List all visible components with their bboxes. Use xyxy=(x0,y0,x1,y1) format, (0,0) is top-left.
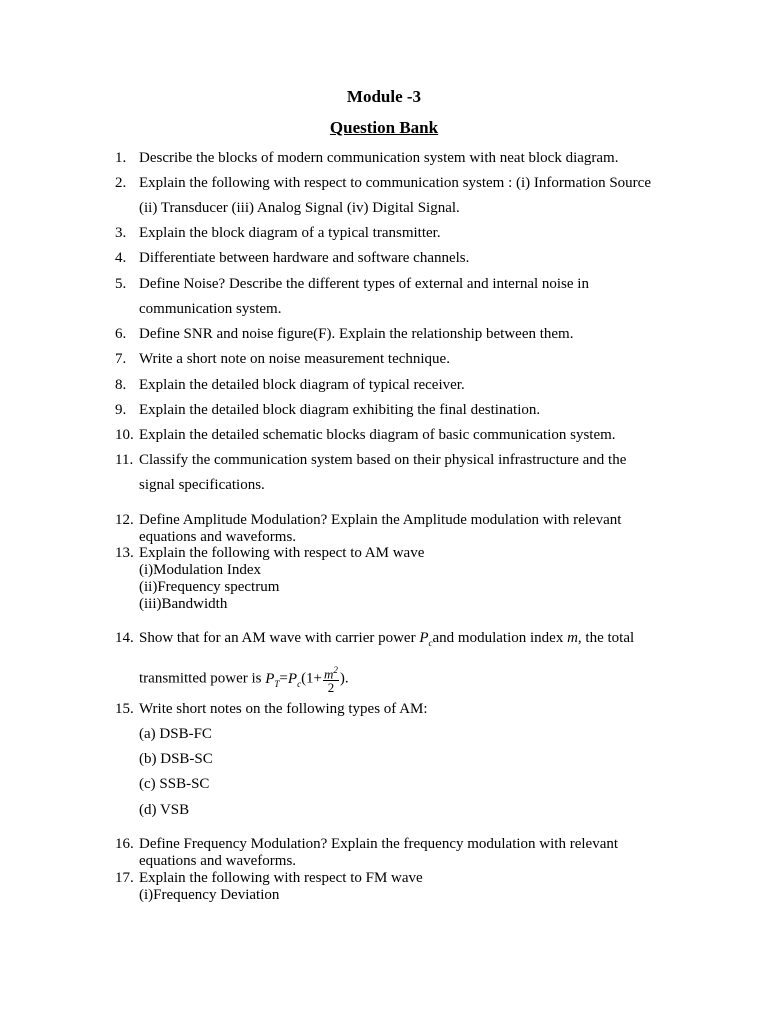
question-text: Explain the detailed block diagram exhibiting the final destination. xyxy=(139,402,541,418)
math-paren-open: (1+ xyxy=(301,670,323,687)
question-number: 14. xyxy=(115,630,134,646)
question-text-part: Show that for an AM wave with carrier power xyxy=(139,630,420,646)
question-number: 8. xyxy=(115,377,127,393)
question-text-part: transmitted power is xyxy=(139,670,266,687)
question-number: 2. xyxy=(115,175,127,191)
math-equals: = xyxy=(279,670,288,687)
question-text: Explain the following with respect to FM wave xyxy=(139,870,423,886)
math-subscript: c xyxy=(297,678,302,689)
question-number: 3. xyxy=(115,225,127,241)
math-superscript: 2 xyxy=(333,665,338,675)
question-text: Define Amplitude Modulation? Explain the Amplitude modulation with relevant xyxy=(139,512,622,528)
question-number: 17. xyxy=(115,870,134,886)
question-number: 15. xyxy=(115,701,134,717)
question-number: 16. xyxy=(115,836,134,852)
question-number: 11. xyxy=(115,452,134,468)
question-text xyxy=(139,630,634,652)
question-number: 12. xyxy=(115,512,134,528)
question-text: Explain the detailed schematic blocks diagram of basic communication system. xyxy=(139,427,616,443)
question-text: Classify the communication system based on their physical infrastructure and the xyxy=(139,452,627,468)
question-subitem: (d) VSB xyxy=(139,802,190,818)
question-text: Define SNR and noise figure(F). Explain the relationship between them. xyxy=(139,326,574,342)
question-number: 7. xyxy=(115,351,127,367)
question-text: communication system. xyxy=(139,301,282,317)
question-text: Describe the blocks of modern communication system with neat block diagram. xyxy=(139,150,619,166)
question-text: Define Noise? Describe the different types of external and internal noise in xyxy=(139,276,589,292)
math-carrier-power xyxy=(288,671,301,687)
question-subitem: (b) DSB-SC xyxy=(139,751,213,767)
question-text: Explain the following with respect to AM wave xyxy=(139,545,425,561)
question-subitem: (i)Modulation Index xyxy=(139,562,262,578)
math-subscript: T xyxy=(274,678,280,689)
question-text-part: and modulation index xyxy=(432,630,568,646)
math-numerator xyxy=(323,664,339,681)
question-subitem: (ii)Frequency spectrum xyxy=(139,579,280,595)
math-paren-close: ). xyxy=(339,670,349,687)
question-text-part: , the total xyxy=(577,630,635,646)
math-total-power xyxy=(265,671,279,687)
math-subscript: c xyxy=(428,638,433,648)
question-subitem: (c) SSB-SC xyxy=(139,776,210,792)
question-text: Explain the block diagram of a typical transmitter. xyxy=(139,225,441,241)
math-symbol: P xyxy=(265,670,275,687)
question-number: 1. xyxy=(115,150,127,166)
question-subitem: (iii)Bandwidth xyxy=(139,596,228,612)
question-number: 9. xyxy=(115,402,127,418)
question-number: 6. xyxy=(115,326,127,342)
question-text: Explain the detailed block diagram of typical receiver. xyxy=(139,377,465,393)
question-text: Write short notes on the following types of AM: xyxy=(139,701,428,717)
math-denominator: 2 xyxy=(327,680,335,696)
question-text: signal specifications. xyxy=(139,477,265,493)
question-number: 4. xyxy=(115,250,127,266)
math-modulation-index: m xyxy=(567,630,578,646)
question-text: (ii) Transducer (iii) Analog Signal (iv) Digital Signal. xyxy=(139,200,460,216)
question-text: Explain the following with respect to communication system : (i) Information Source xyxy=(139,175,651,191)
math-carrier-power xyxy=(419,630,432,646)
question-text xyxy=(139,664,349,694)
question-text: Differentiate between hardware and software channels. xyxy=(139,250,470,266)
math-symbol: m xyxy=(324,666,334,682)
question-text: equations and waveforms. xyxy=(139,853,297,869)
question-subitem: (a) DSB-FC xyxy=(139,726,212,742)
question-number: 10. xyxy=(115,427,134,443)
page-title: Module -3 xyxy=(346,87,422,106)
question-text: Write a short note on noise measurement technique. xyxy=(139,351,450,367)
question-subitem: (i)Frequency Deviation xyxy=(139,887,280,903)
question-text: equations and waveforms. xyxy=(139,529,297,545)
question-number: 5. xyxy=(115,276,127,292)
question-number: 13. xyxy=(115,545,134,561)
math-fraction xyxy=(323,664,339,694)
page-subtitle: Question Bank xyxy=(329,118,439,137)
math-symbol: P xyxy=(419,630,429,646)
question-text: Define Frequency Modulation? Explain the frequency modulation with relevant xyxy=(139,836,619,852)
math-symbol: P xyxy=(287,670,298,687)
